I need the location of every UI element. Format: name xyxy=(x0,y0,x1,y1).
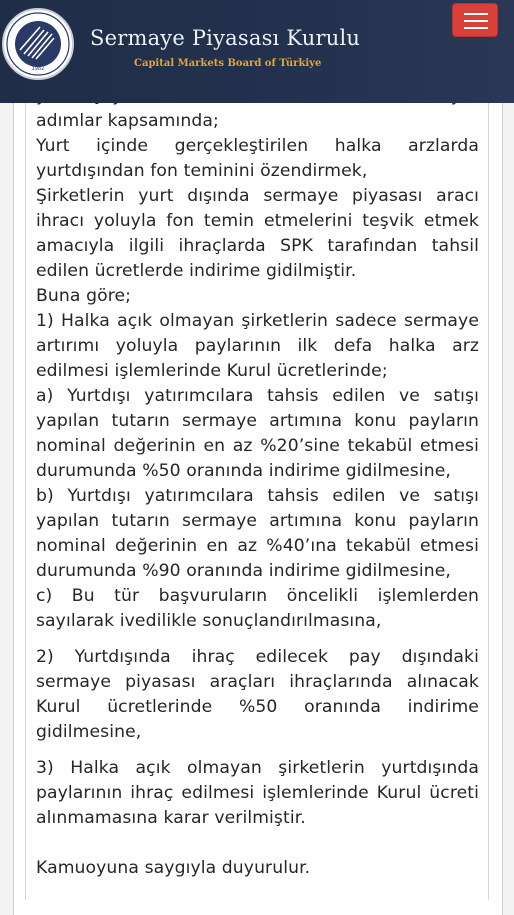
announcement-paragraph: Buna göre; xyxy=(36,286,132,306)
announcement-paragraph: a) Yurtdışı yatırımcılara tahsis edilen ve satışı yapılan tutarın sermaye artımına konu payların nominal değerinin en az %20’sine tekabül etmesi durumunda %50 oranında indirime gidilmesine, xyxy=(36,386,479,481)
site-subtitle: Capital Markets Board of Türkiye xyxy=(134,58,322,69)
content-border-right xyxy=(488,85,489,900)
announcement-body xyxy=(36,84,479,881)
spk-logo[interactable] xyxy=(2,8,74,80)
announcement-paragraph: 1) Halka açık olmayan şirketlerin sadece sermaye artırımı yoluyla paylarının ilk defa halka arz edilmesi işlemlerinde Kurul ücretlerinde; xyxy=(36,311,479,381)
site-header xyxy=(0,0,514,103)
announcement-paragraph: Şirketlerin yurt dışında sermaye piyasası aracı ihracı yoluyla fon temin etmelerini teşvik etmek amacıyla ilgili ihraçlarda SPK tarafından tahsil edilen ücretlerde indirime gidilmiştir. xyxy=(36,186,479,281)
site-title[interactable]: Sermaye Piyasası Kurulu xyxy=(90,26,361,50)
announcement-paragraph: 3) Halka açık olmayan şirketlerin yurtdışında paylarının ihraç edilmesi işlemlerinde Kurul ücreti alınmamasına karar verilmiştir. xyxy=(36,758,479,828)
menu-icon xyxy=(464,27,488,29)
announcement-paragraph: Yurt içinde gerçekleştirilen halka arzlarda yurtdışından fon teminini özendirmek, xyxy=(36,136,479,181)
announcement-paragraph: b) Yurtdışı yatırımcılara tahsis edilen ve satışı yapılan tutarın sermaye artımına konu payların nominal değerinin en az %40’ına tekabül etmesi durumunda %90 oranında indirime gidilmesine, xyxy=(36,486,479,581)
logo-year: 1982 xyxy=(31,66,45,72)
menu-icon xyxy=(464,13,488,15)
menu-icon xyxy=(464,20,488,22)
hamburger-menu-button[interactable] xyxy=(452,3,498,37)
announcement-closing: Kamuoyuna saygıyla duyurulur. xyxy=(36,858,311,878)
announcement-paragraph: adımlar kapsamında; xyxy=(36,111,219,131)
announcement-paragraph: c) Bu tür başvuruların öncelikli işlemlerden sayılarak ivedilikle sonuçlandırılmasına, xyxy=(36,586,479,631)
content-border-left xyxy=(25,85,26,900)
announcement-paragraph: 2) Yurtdışında ihraç edilecek pay dışındaki sermaye piyasası araçları ihraçlarında alınacak Kurul ücretlerinde %50 oranında indirime gidilmesine, xyxy=(36,647,479,742)
